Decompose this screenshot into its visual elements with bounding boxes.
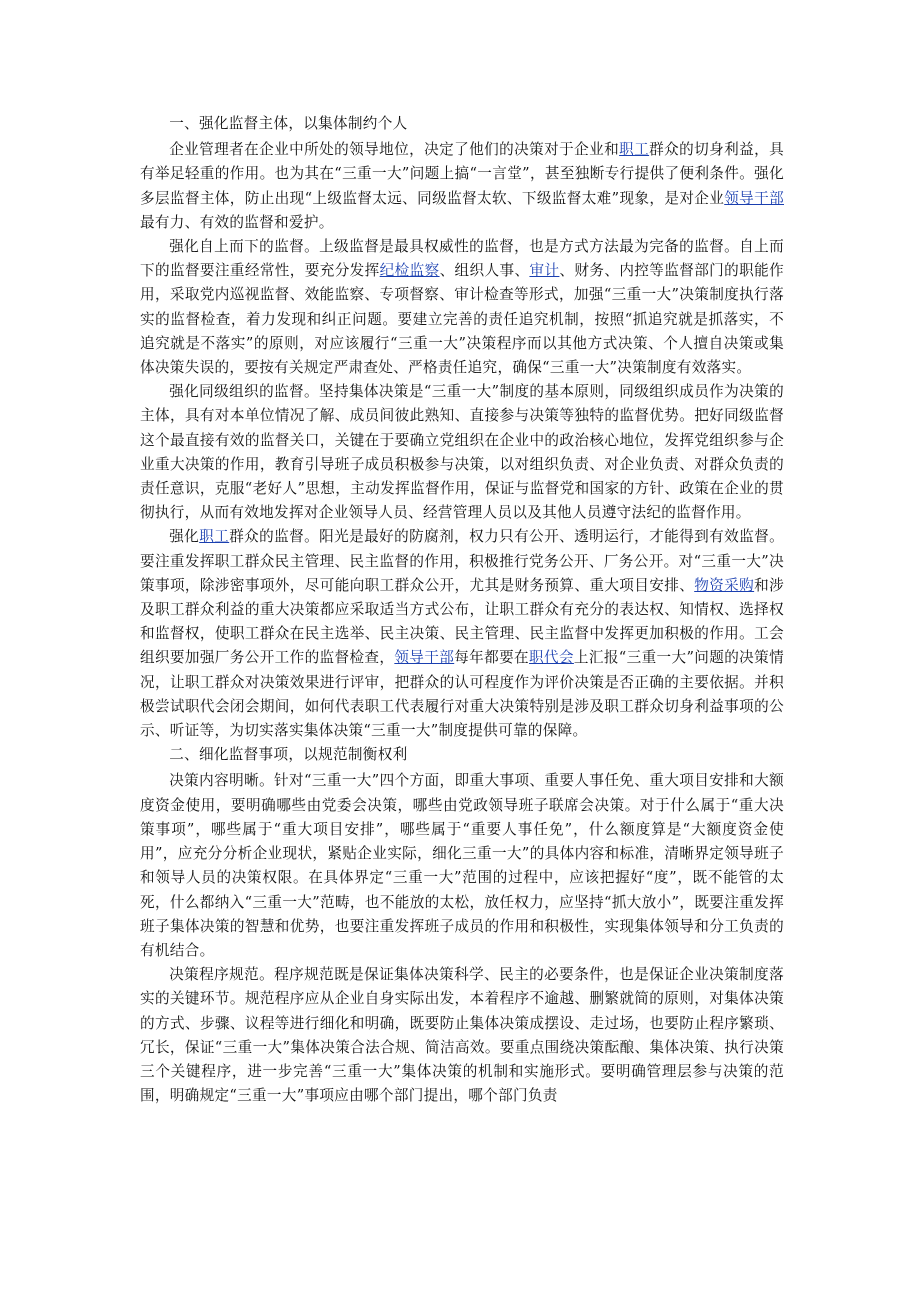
section-heading-2: 二、细化监督事项，以规范制衡权利 <box>169 746 408 764</box>
text-span: 群众的监督。阳光是最好的防腐剂，权力只有公开、透明运行，才能得到有效监督。要注重发挥职工群众民主管理、民主监督的作用，积极推行党务公开、厂务公开。对“三重一大”决策事项，除涉密事项外，尽可能向职工群众公开，尤其是财务预算、重大项目安排、 <box>140 528 784 594</box>
link-wuzi-caigou[interactable]: 物资采购 <box>694 576 755 594</box>
text-span: 、财务、内控等监督部门的职能作用，采取党内巡视监督、效能监察、专项督察、审计检查等形式，加强“三重一大”决策制度执行落实的监督检查，着力发现和纠正问题。要建立完善的责任追究机制，按照“抓追究就是抓落实，不追究就是不落实”的原则，对应该履行“三重一大”决策程序而以其他方式决策、个人擅自决策或集体决策失误的，要按有关规定严肃查处、严格责任追究，确保“三重一大”决策制度有效落实。 <box>140 262 784 377</box>
link-jijian-jiancha[interactable]: 纪检监察 <box>379 262 440 280</box>
link-lingdao-ganbu[interactable]: 领导干部 <box>394 649 455 667</box>
text-span: 企业管理者在企业中所处的领导地位，决定了他们的决策对于企业和 <box>169 141 620 159</box>
text-span: 每年都要在 <box>454 649 530 667</box>
text-span: 最有力、有效的监督和爱护。 <box>140 213 334 231</box>
text-span: 上汇报“三重一大”问题的决策情况，让职工群众对决策效果进行评审，把群众的认可程度作为评价决策是否正确的主要依据。并积极尝试职代会闭会期间，如何代表职工代表履行对重大决策特别是涉及职工群众切身利益事项的公示、听证等，为切实落实集体决策“三重一大”制度提供可靠的保障。 <box>140 649 784 740</box>
paragraph-4 <box>140 525 784 743</box>
link-zhigong[interactable]: 职工 <box>619 141 650 159</box>
link-shenji[interactable]: 审计 <box>529 262 560 280</box>
link-zhigong[interactable]: 职工 <box>199 528 230 546</box>
document-body <box>140 112 784 1108</box>
text-span: 、组织人事、 <box>439 262 530 280</box>
paragraph-3: 强化同级组织的监督。坚持集体决策是“三重一大”制度的基本原则，同级组织成员作为决策的主体，具有对本单位情况了解、成员间彼此熟知、直接参与决策等独特的监督优势。把好同级监督这个最直接有效的监督关口，关键在于要确立党组织在企业中的政治核心地位，发挥党组织参与企业重大决策的作用，教育引导班子成员积极参与决策，以对组织负责、对企业负责、对群众负责的责任意识，克服“老好人”思想，主动发挥监督作用，保证与监督党和国家的方针、政策在企业的贯彻执行，从而有效地发挥对企业领导人员、经营管理人员以及其他人员遵守法纪的监督作用。 <box>140 383 784 522</box>
paragraph-6: 决策程序规范。程序规范既是保证集体决策科学、民主的必要条件，也是保证企业决策制度落实的关键环节。规范程序应从企业自身实际出发，本着程序不逾越、删繁就简的原则，对集体决策的方式、步骤、议程等进行细化和明确，既要防止集体决策成摆设、走过场，也要防止程序繁琐、冗长，保证“三重一大”集体决策合法合规、简洁高效。要重点围绕决策酝酿、集体决策、执行决策三个关键程序，进一步完善“三重一大”集体决策的机制和实施形式。要明确管理层参与决策的范围，明确规定“三重一大”事项应由哪个部门提出，哪个部门负责 <box>140 966 784 1105</box>
section-heading-1: 一、强化监督主体，以集体制约个人 <box>169 115 408 132</box>
text-span: 强化 <box>169 528 200 546</box>
link-zhidaihui[interactable]: 职代会 <box>529 649 574 667</box>
text-span: 和涉及职工群众利益的重大决策都应采取适当方式公布，让职工群众有充分的表达权、知情权、选择权和监督权，使职工群众在民主选举、民主决策、民主管理、民主监督中发挥更加积极的作用。工会组织要加强厂务公开工作的监督检查， <box>140 576 784 667</box>
link-lingdao-ganbu[interactable]: 领导干部 <box>724 189 784 207</box>
paragraph-1 <box>140 138 784 235</box>
paragraph-5: 决策内容明晰。针对“三重一大”四个方面，即重大事项、重要人事任免、重大项目安排和大额度资金使用，要明确哪些由党委会决策，哪些由党政领导班子联席会决策。对于什么属于“重大决策事项”，哪些属于“重大项目安排”，哪些属于“重要人事任免”，什么额度算是“大额度资金使用”，应充分分析企业现状，紧贴企业实际，细化三重一大”的具体内容和标准，清晰界定领导班子和领导人员的决策权限。在具体界定“三重一大”范围的过程中，应该把握好“度”，既不能管的太死，什么都纳入“三重一大”范畴，也不能放的太松，放任权力，应坚持“抓大放小”，既要注重发挥班子集体决策的智慧和优势，也要注重发挥班子成员的作用和积极性，实现集体领导和分工负责的有机结合。 <box>140 772 784 959</box>
text-span: 群众的切身利益，具有举足轻重的作用。也为其在“三重一大”问题上搞“一言堂”，甚至独断专行提供了便利条件。强化多层监督主体，防止出现“上级监督太远、同级监督太软、下级监督太难”现象，是对企业 <box>140 141 784 207</box>
paragraph-2 <box>140 235 784 380</box>
text-span: 强化自上而下的监督。上级监督是最具权威性的监督，也是方式方法最为完备的监督。自上而下的监督要注重经常性，要充分发挥 <box>140 238 784 280</box>
